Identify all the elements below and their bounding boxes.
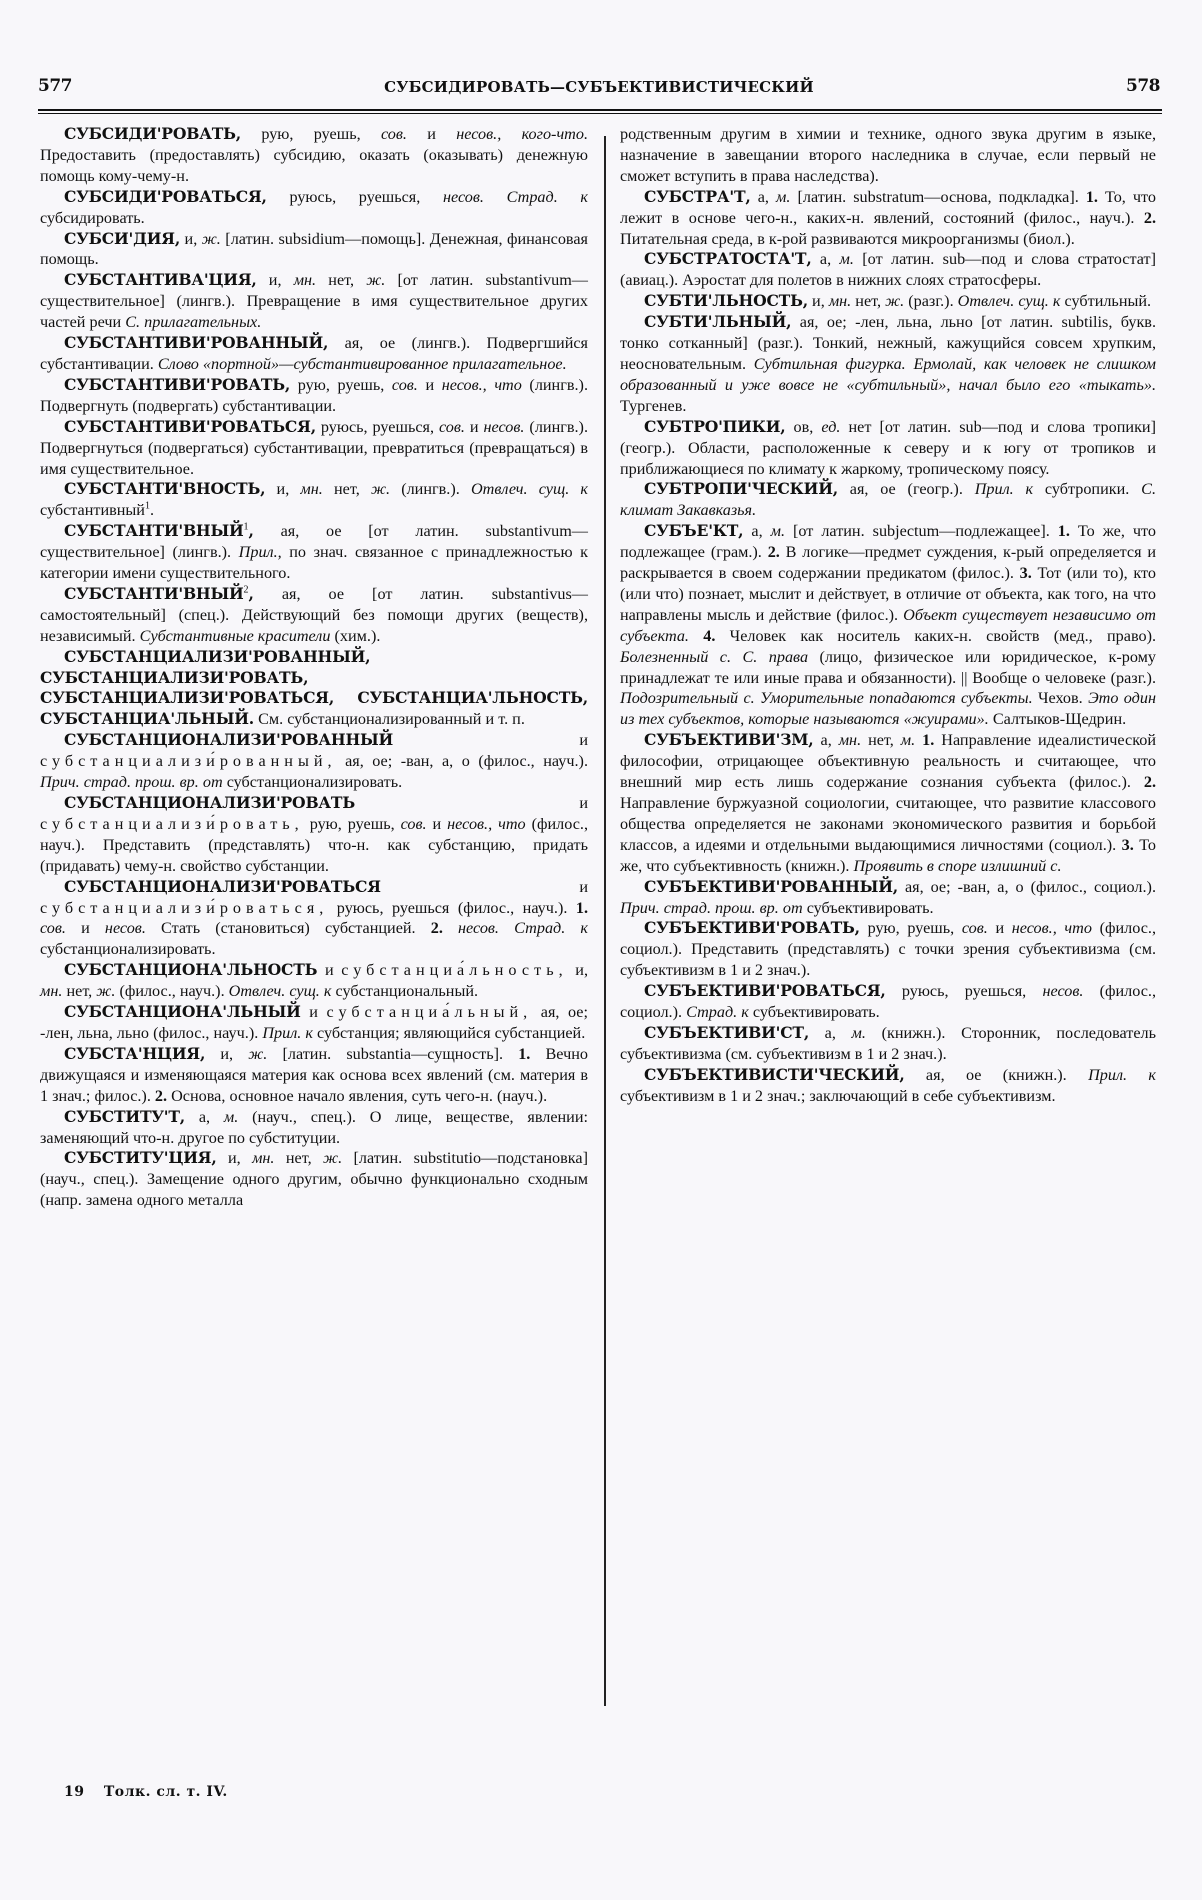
italic-text: Болезненный с. С. права [620,647,809,666]
text: и, [205,1044,249,1063]
text: и, [265,480,301,499]
headword: СУБЪЕКТИВИ'РОВАННЫЙ, [644,876,898,896]
text: Чехов. [1032,689,1089,708]
headword: СУБЪЕКТИВИ'ЗМ, [644,730,814,750]
headword: СУБТРО'ПИКИ, [644,416,786,436]
text: То же, что подлежащее (грам.). [620,522,1156,562]
text: субстанционализировать. [222,773,403,792]
dictionary-entry [620,187,1156,250]
text: нет, [322,480,371,499]
sense-number: 1. [518,1044,531,1063]
sense-number: 2. [430,919,443,938]
headword: СУБСТИТУ'ЦИЯ, [64,1148,217,1168]
text: родственным другим в химии и технике, одного звука другим в языке, назначение в завещании второго наследника в случае, если первый не сможет вступить в права наследства). [620,125,1156,185]
dictionary-entry [40,521,588,584]
headword: СУБСТАНЦИОНАЛИЗИ'РОВАТЬ [64,793,355,812]
headword: СУБЪЕКТИВИ'СТ, [644,1022,810,1042]
superscript: 1 [144,500,150,512]
column-divider [604,136,606,1706]
sense-number: 1. [922,731,935,750]
superscript: 1 [243,521,249,533]
dictionary-entry [40,584,588,647]
text: и, [256,271,294,290]
italic-text: несов., что [441,375,522,394]
italic-text: Прил. к [1088,1065,1156,1084]
italic-text: мн. [293,271,317,290]
italic-text: Отвлеч. сущ. к [957,292,1061,311]
text [689,627,703,645]
text: субъективировать. [802,898,934,917]
entry-continuation [620,124,1156,187]
sense-number: 1. [1057,522,1070,541]
text: и [417,375,442,394]
italic-text: сов. [438,417,465,436]
headword: СУБТИ'ЛЬНЫЙ, [644,312,792,332]
italic-text: Прил., [238,543,282,562]
text: Человек как носитель каких-н. свойств (мед., право). [715,626,1157,645]
text: (лингв.). Подвергнуть (подвергать) субстантивации. [40,375,588,415]
italic-text: м. [851,1023,866,1042]
italic-text: Проявить в споре излишний с. [853,856,1062,875]
spaced-variant: субстанциализи́ровать, [40,814,304,833]
text: Тот (или то), кто (или что) познает, мыслит и действует, в отличие от объекта, как того, на что направлены мысль и действие (филос.). [620,564,1157,624]
headword: СУБЪЕКТИВИ'РОВАТЬ, [644,918,860,938]
text: [от латин. sub—под и слова стратостат] (авиац.). Аэростат для полетов в нижних слоях стратосферы. [620,250,1156,290]
text: рую, руешь, [303,814,401,833]
dictionary-entry [620,1065,1156,1107]
column-right [620,124,1156,1107]
text: ая, ое; -лен, льна, льно [от латин. subtilis, букв. тонко сотканный] (разг.). Тонкий, нежный, кажущийся совсем хрупким, неосновательным. [620,313,1156,373]
text: и, [567,961,588,980]
text: и, [216,1149,253,1168]
italic-text: С. прилагательных. [125,313,262,332]
page-number-right: 578 [1126,76,1160,96]
dictionary-entry [620,918,1156,981]
text: [латин. substantia—сущность]. [267,1044,519,1063]
text: Вечно движущаяся и изменяющаяся материя как основа всех явлений (см. материя в 1 знач.; филос.). [40,1044,588,1105]
text: субстанционализировать. [40,940,216,959]
dictionary-entry [40,333,588,375]
sense-number: 1. [575,898,588,917]
italic-text: мн. [40,982,63,1001]
dictionary-entry [620,312,1156,417]
headword: СУБСИДИ'РОВАТЬ, [64,124,241,143]
text: субстантивный [40,501,145,520]
text: ая, ое [от латин. substantivum—существительное] (лингв.). [40,522,588,562]
text: и, [808,292,829,311]
headword: СУБСТАНТИ'ВНОСТЬ, [64,479,266,499]
italic-text: м. [776,187,791,206]
text: нет, [851,292,886,311]
italic-text: Страд. к [686,1003,749,1022]
italic-text: Отвлеч. сущ. к [470,480,588,499]
italic-text: несов., кого-что. [456,125,589,143]
text: Тургенев. [620,396,687,415]
italic-text: ж. [201,229,221,248]
italic-text: сов. [961,919,988,938]
italic-text: несов. [104,919,146,938]
italic-text: м. [839,250,854,269]
text: рую, руешь, [859,919,962,938]
spaced-variant: субстанциа́льный, [326,1003,533,1022]
spaced-variant: субстанциализи́роваться, [40,898,329,917]
italic-text: ж. [366,271,386,290]
dictionary-entry [40,877,588,961]
text: . [149,501,155,520]
italic-text: несов., что [1011,919,1092,938]
text: То, что лежит в основе чего-н., каких-н. явлений, состояний (филос., науч.). [620,187,1157,227]
text: нет [от латин. sub—под и слова тропики] (геогр.). Области, расположенные к северу и к югу от тропиков и приближающиеся по климату к жаркому, тропическому поясу. [620,417,1156,478]
text: (лицо, физическое или юридическое, к-рому принадлежат те или иные права и обязанности). || Вообще о человеке (разг.). [620,647,1156,687]
text: рую, руешь, [241,125,381,143]
text: и [355,794,588,812]
text: (филос., науч.). [115,982,229,1001]
italic-text: Это один из тех субъектов, которые называются «жуирами». [620,689,1156,729]
text: субстанциональный. [331,982,479,1001]
headword: СУБСТА'НЦИЯ, [64,1043,206,1063]
headword: СУБСТРА'Т, [644,186,751,206]
header-rule [38,109,1162,114]
italic-text: несов. Страд. к [442,187,588,206]
text: ая, ое [от латин. substantivus—самостоятельный] (спец.). Действующий без помощи других (веществ), независимый. [40,584,588,645]
spaced-variant: субстанциализи́рованный, [40,752,337,771]
text: Стать (становиться) субстанцией. [145,919,431,938]
sense-number: 2. [1143,208,1156,227]
text: и, [180,229,202,248]
text: ая, ое (геогр.). [837,480,975,499]
dictionary-entry [620,730,1156,876]
dictionary-entry [620,479,1156,521]
text [443,919,458,937]
dictionary-entry [40,270,588,333]
italic-text: несов. [1042,982,1084,1001]
italic-text: ж. [96,982,116,1001]
headword: СУБСТАНТИВИ'РОВАННЫЙ, [64,333,329,353]
italic-text: сов. [40,919,66,938]
text: субъективировать. [748,1003,880,1022]
text: ая, ое (лингв.). Подвергшийся субстантивации. [40,334,588,373]
dictionary-entry [620,521,1156,730]
italic-text: Прич. страд. прош. вр. от [620,898,803,917]
text: (хим.). [330,626,381,645]
dictionary-entry [40,1002,588,1044]
text: ая, ое; -ван, а, о (филос., социол.). [897,877,1156,896]
text: ая, ое; -лен, льна, льно (филос., науч.). [40,1003,588,1042]
text: а, [811,250,840,269]
page-footer [64,1784,228,1800]
italic-text: ж. [248,1044,268,1063]
text: [латин. substratum—основа, подкладка]. [790,187,1086,206]
text: [латин. subsidium—помощь]. Денежная, финансовая помощь. [40,229,588,269]
italic-text: Прич. страд. прош. вр. от [40,773,223,792]
dictionary-entry [40,960,588,1002]
dictionary-entry [620,981,1156,1023]
text: [от латин. substantivum—существительное] (лингв.). Превращение в имя существительное других частей речи [40,271,588,332]
text: и [426,814,448,833]
italic-text: м. [770,522,786,541]
italic-text: несов. Страд. к [458,919,588,938]
text: нет, [316,271,367,290]
sense-number: 2. [154,1086,168,1105]
text: а, [809,1023,852,1042]
headword: СУБСТАНЦИАЛИЗИ'РОВАННЫЙ, СУБСТАНЦИАЛИЗИ'РОВАТЬ, СУБСТАНЦИАЛИЗИ'РОВАТЬСЯ, СУБСТАНЦИА'ЛЬНОСТЬ, СУБСТАНЦИА'ЛЬНЫЙ. [40,646,588,729]
column-left [40,124,588,1211]
dictionary-entry [40,124,588,187]
italic-text: несов. [483,417,525,436]
text: и [317,961,342,980]
headword: СУБСТАНЦИОНА'ЛЬНЫЙ [64,1002,301,1022]
header-title: СУБСИДИРОВАТЬ—СУБЪЕКТИВИСТИЧЕСКИЙ [384,78,814,96]
sense-number: 2. [1143,773,1156,792]
text: нет, [861,731,901,750]
text: Направление буржуазной социологии, считающее, что развитие классового общества определяется не законами экономического развития и борьбой классов, а идеями и отдельными выдающимися личностями (социол.). [620,794,1156,854]
text: а, [750,187,777,206]
dictionary-entry [40,1148,588,1211]
text: В логике—предмет суждения, к-рый определяется и раскрывается в своем содержании предикатом (филос.). [620,543,1157,583]
text: (лингв.). [390,480,471,499]
dictionary-entry [40,375,588,417]
italic-text: ед. [821,417,841,436]
dictionary-entry [40,229,588,271]
text: руюсь, руешься, [266,187,443,206]
text: (книжн.). Сторонник, последователь субъективизма (см. субъективизм в 1 и 2 знач.). [620,1023,1156,1063]
text: субсидировать. [40,208,145,227]
italic-text: мн. [300,480,323,499]
headword: СУБСТАНЦИОНАЛИЗИ'РОВАННЫЙ [64,730,394,750]
headword: СУБТРОПИ'ЧЕСКИЙ, [644,479,838,499]
italic-text: м. [900,731,916,750]
text: субстанция; являющийся субстанцией. [312,1023,586,1042]
text: нет, [62,982,97,1001]
text: и [987,919,1012,938]
text: [от латин. subjectum—подлежащее]. [785,522,1058,541]
text: и [393,731,588,750]
dictionary-entry [40,647,588,731]
text: а, [743,522,771,541]
text: (науч., спец.). О лице, веществе, явлении: заменяющий что-н. другое по субституции. [40,1107,589,1147]
text: рую, руешь, [290,375,392,394]
sense-number: 1. [1085,187,1098,206]
italic-text: Субтильная фигурка. Ермолай, как человек не слишком образованный и уже вовсе не «субтильный», начал было его «тыкать». [620,354,1156,394]
dictionary-entry [40,793,588,877]
text: субъективизм в 1 и 2 знач.; заключающий в себе субъективизм. [620,1086,1056,1105]
italic-text: мн. [252,1149,275,1168]
italic-text: Подозрительный с. Уморительные попадаются субъекты. [620,689,1033,708]
headword: СУБСТИТУ'Т, [64,1106,186,1126]
footer-text: Толк. сл. т. IV. [103,1784,228,1800]
dictionary-entry [40,417,588,480]
headword: СУБСТАНЦИОНАЛИЗИ'РОВАТЬСЯ [64,876,381,896]
text: Салтыков-Щедрин. [988,710,1127,729]
dictionary-entry [40,479,588,521]
text: (филос., науч.). Представить (представлять) что-н. как субстанцию, придать (придавать) чему-н. свойство субстанции. [40,814,589,875]
text: (разг.). [904,292,958,311]
text: руюсь, руешься, [315,417,439,436]
headword: СУБСТАНТИВА'ЦИЯ, [64,270,257,290]
sense-number: 2. [767,543,780,562]
dictionary-entry [40,187,588,229]
sense-number: 3. [1121,835,1134,854]
text: (лингв.). Подвергнуться (подвергаться) субстантивации, превратиться (превращаться) в имя существительное. [40,417,588,478]
italic-text: несов., что [447,814,526,833]
text: нет, [274,1149,324,1168]
text: и [65,919,105,938]
text: и [300,1003,327,1022]
text: и [464,417,484,436]
headword: СУБСТАНТИ'ВНЫЙ [64,521,244,541]
text: ая, ое; -ван, а, о (филос., науч.). [336,752,588,771]
text: субтропики. [1033,480,1142,499]
text: и [380,877,588,896]
spaced-variant: субстанциа́льность, [341,961,568,980]
italic-text: Прил. к [974,480,1034,499]
italic-text: ж. [370,480,391,499]
sense-number: 4. [703,626,716,645]
text: руюсь, руешься, [885,982,1043,1001]
text: ая, ое (книжн.). [904,1065,1089,1084]
sense-number: 3. [1019,564,1032,583]
text: а, [813,731,839,750]
italic-text: Субстантивные красители [139,626,331,645]
italic-text: сов. [400,814,427,833]
headword: СУБСТАНТИ'ВНЫЙ [64,583,244,603]
text: Питательная среда, в к-рой развиваются микроорганизмы (биол.). [620,229,1075,248]
headword: СУБСИДИ'РОВАТЬСЯ, [64,186,267,206]
italic-text: ж. [323,1149,343,1168]
italic-text: сов. [391,375,418,394]
text: руюсь, руешься (филос., науч.). [328,898,576,917]
headword: СУБТИ'ЛЬНОСТЬ, [644,291,808,311]
headword: , [248,583,254,603]
headword: СУБЪЕКТИВИСТИ'ЧЕСКИЙ, [644,1064,905,1084]
text: Направление идеалистической философии, отрицающее объективную реальность и считающее, что внешний мир есть лишь содержание сознания субъекта (филос.). [620,731,1157,792]
italic-text: мн. [828,292,852,311]
italic-text: сов. [380,125,407,143]
headword: СУБСИ'ДИЯ, [64,228,181,248]
dictionary-entry [40,1107,588,1149]
signature-mark: 19 [64,1784,85,1800]
italic-text: ж. [885,292,905,311]
text: Основа, основное начало явления, суть чего-н. (науч.). [167,1086,548,1105]
italic-text: С. климат Закавказья. [620,480,1156,520]
running-header [38,76,1160,106]
text: То же, что субъективность (книжн.). [620,835,1156,875]
italic-text: Отвлеч. сущ. к [228,982,332,1001]
dictionary-entry [40,1044,588,1107]
text: Предоставить (предоставлять) субсидию, оказать (оказывать) денежную помощь кому-чему-н. [40,145,588,185]
italic-text: м. [223,1107,239,1126]
italic-text: мн. [838,731,862,750]
dictionary-entry [620,1023,1156,1065]
text: См. субстанционализированный и т. п. [254,710,525,729]
headword: СУБСТАНТИВИ'РОВАТЬ, [64,374,291,394]
headword: , [248,521,254,541]
text: (филос., социол.). Представить (представлять) с точки зрения субъективизма (см. субъективизм в 1 и 2 знач.). [620,919,1156,980]
page-number-left: 577 [38,76,72,96]
text: ов, [785,417,822,436]
text: а, [185,1107,224,1126]
italic-text: Слово «портной»—субстантивированное прилагательное. [157,354,567,373]
headword: СУБСТАНТИВИ'РОВАТЬСЯ, [64,416,316,436]
headword: СУБЪЕКТИВИ'РОВАТЬСЯ, [644,981,886,1001]
italic-text: Объект существует независимо от субъекта. [620,605,1156,645]
text: (филос., социол.). [620,982,1156,1022]
dictionary-entry [620,291,1156,312]
dictionary-entry [620,877,1156,919]
dictionary-entry [620,417,1156,480]
text: и [406,125,457,143]
italic-text: Прил. к [262,1023,313,1042]
text: субтильный. [1060,292,1152,311]
headword: СУБСТРАТОСТА'Т, [644,249,812,269]
dictionary-entry [40,730,588,793]
superscript: 2 [243,584,249,596]
dictionary-entry [620,249,1156,291]
headword: СУБЪЕ'КТ, [644,521,744,541]
text: [латин. substitutio—подстановка] (науч., спец.). Замещение одного другим, обычно функционально сходным (напр. замена одного металла [40,1149,588,1210]
headword: СУБСТАНЦИОНА'ЛЬНОСТЬ [64,960,318,980]
text: по знач. связанное с принадлежностью к категории имени существительного. [40,543,589,583]
